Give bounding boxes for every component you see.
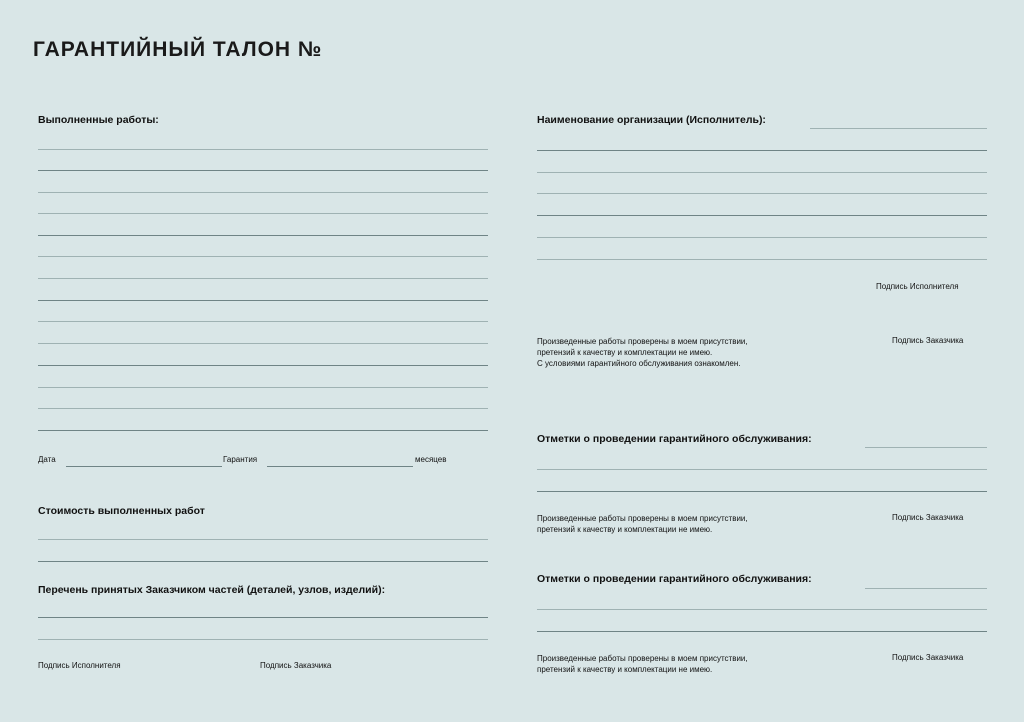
write-line[interactable] xyxy=(865,588,987,589)
write-line[interactable] xyxy=(38,321,488,322)
warranty-field[interactable] xyxy=(267,466,413,467)
warranty-label: Гарантия xyxy=(223,455,258,464)
write-line[interactable] xyxy=(537,193,987,194)
check-note xyxy=(537,336,748,369)
write-line[interactable] xyxy=(38,408,488,409)
cost-label: Стоимость выполненных работ xyxy=(38,505,205,517)
write-line[interactable] xyxy=(537,491,987,492)
service-note-1 xyxy=(537,513,748,535)
write-line[interactable] xyxy=(38,213,488,214)
note-line: претензий к качеству и комплектации не имею. xyxy=(537,525,713,534)
write-line[interactable] xyxy=(537,215,987,216)
write-line[interactable] xyxy=(865,447,987,448)
write-line[interactable] xyxy=(810,128,987,129)
months-label: месяцев xyxy=(415,455,447,464)
write-line[interactable] xyxy=(38,343,488,344)
write-line[interactable] xyxy=(38,170,488,171)
date-label: Дата xyxy=(38,455,56,464)
write-line[interactable] xyxy=(38,149,488,150)
write-line[interactable] xyxy=(38,617,488,618)
signature-customer-3: Подпись Заказчика xyxy=(892,653,964,662)
write-line[interactable] xyxy=(38,430,488,431)
write-line[interactable] xyxy=(537,237,987,238)
note-line: Произведенные работы проверены в моем присутствии, xyxy=(537,337,748,346)
completed-works-label: Выполненные работы: xyxy=(38,114,159,126)
write-line[interactable] xyxy=(38,192,488,193)
write-line[interactable] xyxy=(38,235,488,236)
write-line[interactable] xyxy=(38,300,488,301)
write-line[interactable] xyxy=(537,172,987,173)
write-line[interactable] xyxy=(537,150,987,151)
note-line: С условиями гарантийного обслуживания ознакомлен. xyxy=(537,359,741,368)
service-note-2 xyxy=(537,653,748,675)
org-label: Наименование организации (Исполнитель): xyxy=(537,114,766,126)
service-marks-2-label: Отметки о проведении гарантийного обслуживания: xyxy=(537,573,812,585)
write-line[interactable] xyxy=(38,639,488,640)
write-line[interactable] xyxy=(537,631,987,632)
note-line: Произведенные работы проверены в моем присутствии, xyxy=(537,514,748,523)
right-signature-executor: Подпись Исполнителя xyxy=(876,282,959,291)
note-line: претензий к качеству и комплектации не имею. xyxy=(537,665,713,674)
write-line[interactable] xyxy=(38,561,488,562)
date-field[interactable] xyxy=(66,466,222,467)
write-line[interactable] xyxy=(537,469,987,470)
write-line[interactable] xyxy=(537,259,987,260)
write-line[interactable] xyxy=(38,387,488,388)
parts-label: Перечень принятых Заказчиком частей (деталей, узлов, изделий): xyxy=(38,584,386,596)
signature-customer-1: Подпись Заказчика xyxy=(892,336,964,345)
write-line[interactable] xyxy=(38,539,488,540)
note-line: Произведенные работы проверены в моем присутствии, xyxy=(537,654,748,663)
signature-customer-2: Подпись Заказчика xyxy=(892,513,964,522)
write-line[interactable] xyxy=(38,278,488,279)
write-line[interactable] xyxy=(537,609,987,610)
write-line[interactable] xyxy=(38,365,488,366)
write-line[interactable] xyxy=(38,256,488,257)
left-signature-customer: Подпись Заказчика xyxy=(260,661,332,670)
left-signature-executor: Подпись Исполнителя xyxy=(38,661,121,670)
note-line: претензий к качеству и комплектации не имею. xyxy=(537,348,713,357)
service-marks-1-label: Отметки о проведении гарантийного обслуживания: xyxy=(537,433,812,445)
document-title: ГАРАНТИЙНЫЙ ТАЛОН № xyxy=(33,38,323,61)
